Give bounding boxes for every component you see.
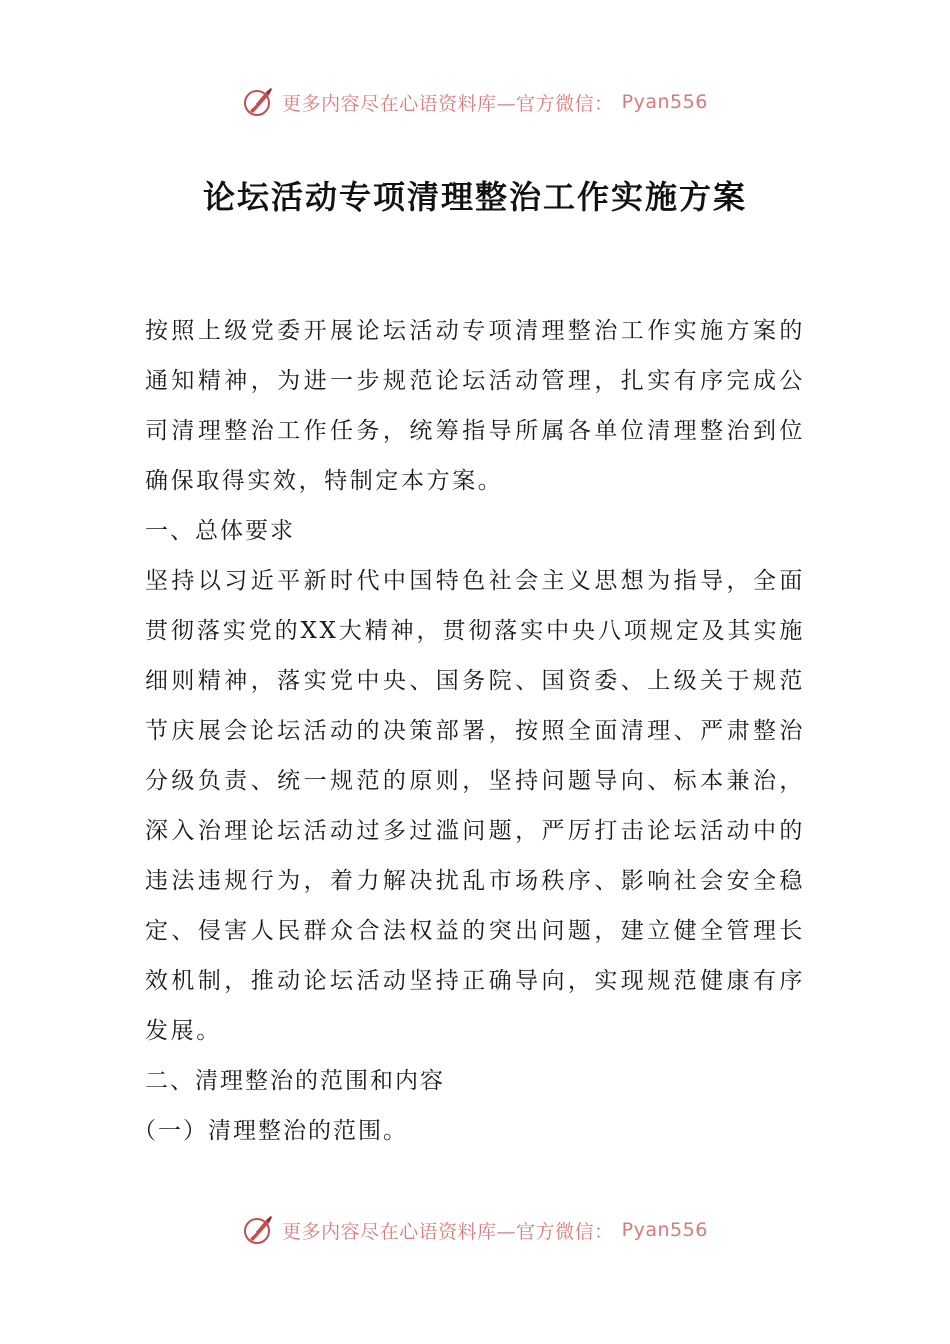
header-watermark-banner	[0, 82, 950, 122]
watermark-wechat-id: Pyan556	[621, 1219, 708, 1241]
quill-pen-logo-icon	[242, 1214, 274, 1246]
watermark-site-text: 更多内容尽在心语资料库—官方微信：	[282, 92, 614, 115]
document-title: 论坛活动专项清理整治工作实施方案	[202, 178, 747, 216]
footer-watermark-banner	[0, 1210, 950, 1250]
section-heading-scope-and-content: 二、清理整治的范围和内容	[145, 1068, 445, 1094]
watermark-site-text: 更多内容尽在心语资料库—官方微信：	[282, 1220, 614, 1243]
general-requirements-paragraph: 坚持以习近平新时代中国特色社会主义思想为指导，全面贯彻落实党的XX大精神，贯彻落实中央八项规定及其实施细则精神，落实党中央、国务院、国资委、上级关于规范节庆展会论坛活动的决策部署，按照全面清理、严肃整治分级负责、统一规范的原则，坚持问题导向、标本兼治，深入治理论坛活动过多过滥问题，严厉打击论坛活动中的违法违规行为，着力解决扰乱市场秩序、影响社会安全稳定、侵害人民群众合法权益的突出问题，建立健全管理长效机制，推动论坛活动坚持正确导向，实现规范健康有序发展。	[145, 568, 805, 1044]
quill-pen-logo-icon	[242, 86, 274, 118]
document-body	[133, 306, 805, 1156]
subsection-heading-scope: （一）清理整治的范围。	[133, 1118, 408, 1144]
intro-paragraph: 按照上级党委开展论坛活动专项清理整治工作实施方案的通知精神，为进一步规范论坛活动管理，扎实有序完成公司清理整治工作任务，统筹指导所属各单位清理整治到位确保取得实效，特制定本方案。	[145, 318, 805, 494]
section-heading-general-requirements: 一、总体要求	[145, 518, 295, 544]
watermark-wechat-id: Pyan556	[621, 91, 708, 113]
